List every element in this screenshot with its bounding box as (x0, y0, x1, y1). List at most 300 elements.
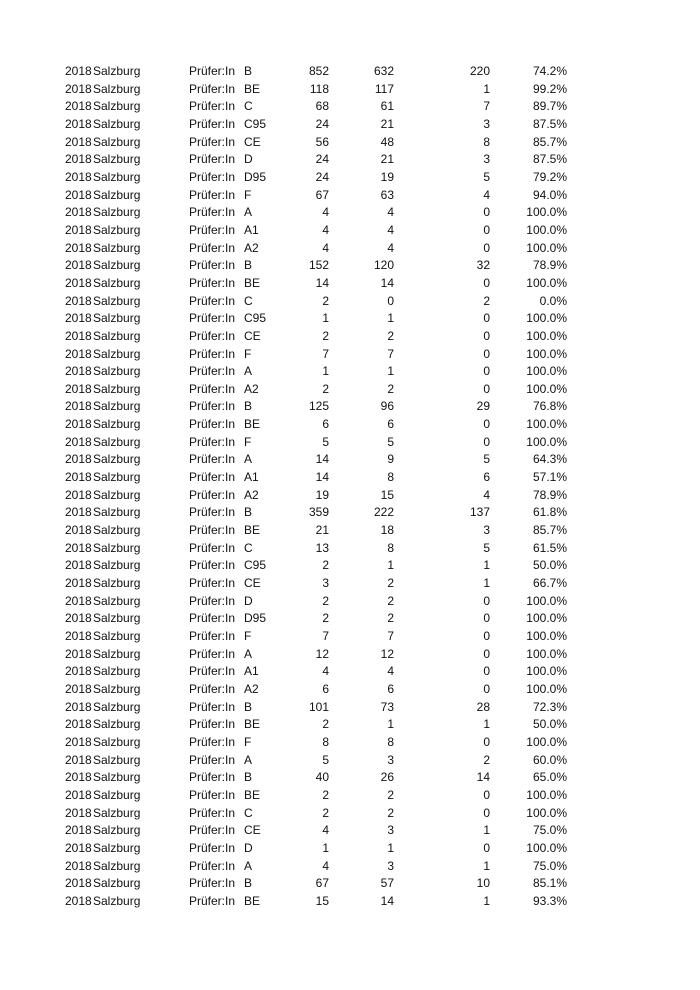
failed-count-cell: 14 (476, 770, 490, 785)
pass-rate-cell: 100.0% (526, 346, 567, 361)
failed-count-cell: 0 (483, 381, 490, 396)
failed-count-cell: 0 (483, 787, 490, 802)
license-class-cell: C (244, 293, 253, 308)
license-class-cell: A (244, 452, 253, 467)
passed-count-cell: 15 (380, 487, 394, 502)
failed-count-cell: 0 (483, 222, 490, 237)
pass-rate-cell: 75.0% (532, 858, 567, 873)
license-class-cell: D95 (244, 611, 267, 626)
table-row (0, 593, 700, 611)
pass-rate-cell: 100.0% (526, 205, 567, 220)
table-row (0, 398, 700, 416)
table-row (0, 204, 700, 222)
failed-count-cell: 32 (476, 258, 490, 273)
total-count-cell: 1 (322, 311, 329, 326)
role-cell: Prüfer:In (189, 293, 236, 308)
city-cell: Salzburg (93, 293, 141, 308)
role-cell: Prüfer:In (189, 893, 236, 908)
year-cell: 2018 (65, 734, 92, 749)
license-class-cell: C95 (244, 116, 267, 131)
total-count-cell: 2 (322, 611, 329, 626)
role-cell: Prüfer:In (189, 152, 236, 167)
year-cell: 2018 (65, 646, 92, 661)
role-cell: Prüfer:In (189, 381, 236, 396)
pass-rate-cell: 85.7% (532, 134, 567, 149)
city-cell: Salzburg (93, 434, 141, 449)
failed-count-cell: 0 (483, 275, 490, 290)
license-class-cell: A (244, 646, 253, 661)
table-row (0, 451, 700, 469)
table-row (0, 805, 700, 823)
failed-count-cell: 0 (483, 205, 490, 220)
city-cell: Salzburg (93, 187, 141, 202)
license-class-cell: F (244, 346, 252, 361)
role-cell: Prüfer:In (189, 187, 236, 202)
total-count-cell: 5 (322, 434, 329, 449)
table-row (0, 734, 700, 752)
total-count-cell: 67 (315, 876, 329, 891)
year-cell: 2018 (65, 470, 92, 485)
license-class-cell: CE (244, 823, 261, 838)
year-cell: 2018 (65, 240, 92, 255)
year-cell: 2018 (65, 152, 92, 167)
pass-rate-cell: 87.5% (532, 152, 567, 167)
passed-count-cell: 1 (387, 840, 394, 855)
passed-count-cell: 117 (374, 81, 394, 96)
license-class-cell: A (244, 364, 253, 379)
license-class-cell: A1 (244, 664, 259, 679)
total-count-cell: 118 (309, 81, 329, 96)
pass-rate-cell: 100.0% (526, 275, 567, 290)
table-row (0, 222, 700, 240)
license-class-cell: A2 (244, 240, 259, 255)
total-count-cell: 40 (315, 770, 329, 785)
city-cell: Salzburg (93, 311, 141, 326)
pass-rate-cell: 100.0% (526, 646, 567, 661)
failed-count-cell: 5 (483, 452, 490, 467)
license-class-cell: A (244, 752, 253, 767)
year-cell: 2018 (65, 893, 92, 908)
failed-count-cell: 28 (476, 699, 490, 714)
license-class-cell: BE (244, 275, 261, 290)
pass-rate-cell: 100.0% (526, 787, 567, 802)
table-row (0, 257, 700, 275)
passed-count-cell: 6 (387, 417, 394, 432)
year-cell: 2018 (65, 222, 92, 237)
pass-rate-cell: 100.0% (526, 417, 567, 432)
license-class-cell: B (244, 64, 253, 78)
failed-count-cell: 0 (483, 611, 490, 626)
role-cell: Prüfer:In (189, 81, 236, 96)
pass-rate-cell: 100.0% (526, 664, 567, 679)
passed-count-cell: 7 (387, 346, 394, 361)
city-cell: Salzburg (93, 840, 141, 855)
passed-count-cell: 4 (387, 205, 394, 220)
total-count-cell: 125 (308, 399, 329, 414)
city-cell: Salzburg (93, 576, 141, 591)
year-cell: 2018 (65, 434, 92, 449)
passed-count-cell: 61 (380, 99, 394, 114)
failed-count-cell: 3 (483, 523, 490, 538)
total-count-cell: 2 (322, 805, 329, 820)
role-cell: Prüfer:In (189, 540, 236, 555)
license-class-cell: C95 (244, 311, 267, 326)
city-cell: Salzburg (93, 646, 141, 661)
failed-count-cell: 2 (483, 752, 490, 767)
year-cell: 2018 (65, 487, 92, 502)
license-class-cell: B (244, 770, 253, 785)
table-row (0, 875, 700, 893)
passed-count-cell: 4 (387, 240, 394, 255)
pass-rate-cell: 100.0% (526, 222, 567, 237)
city-cell: Salzburg (93, 523, 141, 538)
passed-count-cell: 21 (380, 116, 394, 131)
role-cell: Prüfer:In (189, 699, 236, 714)
passed-count-cell: 26 (380, 770, 394, 785)
failed-count-cell: 1 (483, 81, 490, 96)
passed-count-cell: 2 (387, 787, 394, 802)
license-class-cell: CE (244, 328, 261, 343)
table-row (0, 646, 700, 664)
failed-count-cell: 1 (483, 717, 490, 732)
year-cell: 2018 (65, 169, 92, 184)
city-cell: Salzburg (93, 169, 141, 184)
role-cell: Prüfer:In (189, 523, 236, 538)
year-cell: 2018 (65, 417, 92, 432)
table-row (0, 98, 700, 116)
role-cell: Prüfer:In (189, 752, 236, 767)
failed-count-cell: 0 (483, 805, 490, 820)
role-cell: Prüfer:In (189, 558, 236, 573)
passed-count-cell: 5 (387, 434, 394, 449)
city-cell: Salzburg (93, 470, 141, 485)
table-row (0, 293, 700, 311)
passed-count-cell: 18 (380, 523, 394, 538)
total-count-cell: 2 (322, 381, 329, 396)
total-count-cell: 14 (315, 275, 329, 290)
role-cell: Prüfer:In (189, 770, 236, 785)
city-cell: Salzburg (93, 328, 141, 343)
year-cell: 2018 (65, 328, 92, 343)
role-cell: Prüfer:In (189, 646, 236, 661)
city-cell: Salzburg (93, 417, 141, 432)
pass-rate-cell: 89.7% (532, 99, 567, 114)
failed-count-cell: 7 (483, 99, 490, 114)
passed-count-cell: 3 (387, 752, 394, 767)
failed-count-cell: 3 (483, 152, 490, 167)
city-cell: Salzburg (93, 399, 141, 414)
pass-rate-cell: 100.0% (526, 840, 567, 855)
city-cell: Salzburg (93, 364, 141, 379)
table-row (0, 787, 700, 805)
city-cell: Salzburg (93, 752, 141, 767)
failed-count-cell: 6 (483, 470, 490, 485)
table-row (0, 610, 700, 628)
license-class-cell: D (244, 840, 253, 855)
table-row (0, 346, 700, 364)
city-cell: Salzburg (93, 64, 141, 78)
table-row (0, 469, 700, 487)
passed-count-cell: 1 (387, 311, 394, 326)
table-row (0, 310, 700, 328)
table-row (0, 575, 700, 593)
passed-count-cell: 1 (387, 364, 394, 379)
license-class-cell: C (244, 540, 253, 555)
table-row (0, 699, 700, 717)
year-cell: 2018 (65, 540, 92, 555)
pass-rate-cell: 100.0% (526, 434, 567, 449)
license-class-cell: B (244, 876, 253, 891)
total-count-cell: 14 (315, 452, 329, 467)
city-cell: Salzburg (93, 717, 141, 732)
passed-count-cell: 12 (380, 646, 394, 661)
total-count-cell: 2 (322, 293, 329, 308)
passed-count-cell: 1 (387, 717, 394, 732)
role-cell: Prüfer:In (189, 681, 236, 696)
passed-count-cell: 8 (387, 470, 394, 485)
passed-count-cell: 63 (380, 187, 394, 202)
total-count-cell: 15 (315, 893, 329, 908)
passed-count-cell: 9 (387, 452, 394, 467)
city-cell: Salzburg (93, 452, 141, 467)
pass-rate-cell: 100.0% (526, 611, 567, 626)
failed-count-cell: 4 (483, 487, 490, 502)
table-row (0, 416, 700, 434)
license-class-cell: CE (244, 576, 261, 591)
passed-count-cell: 48 (380, 134, 394, 149)
failed-count-cell: 5 (483, 169, 490, 184)
role-cell: Prüfer:In (189, 876, 236, 891)
city-cell: Salzburg (93, 593, 141, 608)
failed-count-cell: 0 (483, 240, 490, 255)
role-cell: Prüfer:In (189, 258, 236, 273)
passed-count-cell: 21 (380, 152, 394, 167)
passed-count-cell: 57 (380, 876, 394, 891)
year-cell: 2018 (65, 629, 92, 643)
license-class-cell: B (244, 699, 253, 714)
year-cell: 2018 (65, 770, 92, 785)
failed-count-cell: 0 (483, 664, 490, 679)
role-cell: Prüfer:In (189, 611, 236, 626)
failed-count-cell: 0 (483, 681, 490, 696)
pass-rate-cell: 85.7% (532, 523, 567, 538)
role-cell: Prüfer:In (189, 664, 236, 679)
city-cell: Salzburg (93, 664, 141, 679)
city-cell: Salzburg (93, 116, 141, 131)
role-cell: Prüfer:In (189, 734, 236, 749)
license-class-cell: F (244, 734, 252, 749)
role-cell: Prüfer:In (189, 99, 236, 114)
role-cell: Prüfer:In (189, 505, 236, 520)
city-cell: Salzburg (93, 858, 141, 873)
passed-count-cell: 4 (387, 664, 394, 679)
pass-rate-cell: 0.0% (539, 293, 567, 308)
license-class-cell: D95 (244, 169, 267, 184)
total-count-cell: 24 (315, 152, 329, 167)
city-cell: Salzburg (93, 240, 141, 255)
passed-count-cell: 6 (387, 681, 394, 696)
total-count-cell: 7 (322, 346, 329, 361)
year-cell: 2018 (65, 664, 92, 679)
pass-rate-cell: 60.0% (532, 752, 567, 767)
total-count-cell: 6 (322, 417, 329, 432)
role-cell: Prüfer:In (189, 205, 236, 220)
failed-count-cell: 0 (483, 311, 490, 326)
passed-count-cell: 3 (387, 858, 394, 873)
year-cell: 2018 (65, 81, 92, 96)
pass-rate-cell: 74.2% (532, 64, 567, 78)
city-cell: Salzburg (93, 611, 141, 626)
total-count-cell: 2 (322, 593, 329, 608)
failed-count-cell: 8 (483, 134, 490, 149)
license-class-cell: BE (244, 417, 261, 432)
license-class-cell: F (244, 434, 252, 449)
year-cell: 2018 (65, 752, 92, 767)
year-cell: 2018 (65, 823, 92, 838)
pass-rate-cell: 61.8% (532, 505, 567, 520)
total-count-cell: 152 (308, 258, 329, 273)
total-count-cell: 4 (322, 222, 329, 237)
table-row (0, 381, 700, 399)
pass-rate-cell: 100.0% (526, 381, 567, 396)
total-count-cell: 4 (322, 240, 329, 255)
table-row (0, 151, 700, 169)
role-cell: Prüfer:In (189, 417, 236, 432)
license-class-cell: B (244, 258, 253, 273)
role-cell: Prüfer:In (189, 717, 236, 732)
license-class-cell: C (244, 99, 253, 114)
pass-rate-cell: 100.0% (526, 681, 567, 696)
role-cell: Prüfer:In (189, 222, 236, 237)
license-class-cell: CE (244, 134, 261, 149)
total-count-cell: 4 (322, 823, 329, 838)
passed-count-cell: 8 (387, 734, 394, 749)
role-cell: Prüfer:In (189, 805, 236, 820)
role-cell: Prüfer:In (189, 311, 236, 326)
table-row (0, 858, 700, 876)
city-cell: Salzburg (93, 152, 141, 167)
year-cell: 2018 (65, 346, 92, 361)
data-table (0, 63, 700, 911)
table-row (0, 540, 700, 558)
city-cell: Salzburg (93, 275, 141, 290)
city-cell: Salzburg (93, 699, 141, 714)
table-row (0, 663, 700, 681)
table-row (0, 116, 700, 134)
failed-count-cell: 4 (483, 187, 490, 202)
table-row (0, 628, 700, 646)
role-cell: Prüfer:In (189, 134, 236, 149)
total-count-cell: 68 (315, 99, 329, 114)
total-count-cell: 19 (315, 487, 329, 502)
passed-count-cell: 2 (387, 576, 394, 591)
pass-rate-cell: 100.0% (526, 593, 567, 608)
license-class-cell: A (244, 205, 253, 220)
table-row (0, 81, 700, 99)
pass-rate-cell: 93.3% (532, 893, 567, 908)
pass-rate-cell: 100.0% (526, 734, 567, 749)
role-cell: Prüfer:In (189, 169, 236, 184)
role-cell: Prüfer:In (189, 629, 236, 643)
total-count-cell: 7 (322, 629, 329, 643)
city-cell: Salzburg (93, 787, 141, 802)
year-cell: 2018 (65, 805, 92, 820)
table-row (0, 169, 700, 187)
failed-count-cell: 2 (483, 293, 490, 308)
license-class-cell: A (244, 858, 253, 873)
total-count-cell: 4 (322, 664, 329, 679)
failed-count-cell: 1 (483, 858, 490, 873)
failed-count-cell: 0 (483, 364, 490, 379)
pass-rate-cell: 87.5% (532, 116, 567, 131)
license-class-cell: F (244, 187, 252, 202)
passed-count-cell: 2 (387, 381, 394, 396)
role-cell: Prüfer:In (189, 452, 236, 467)
total-count-cell: 24 (315, 169, 329, 184)
city-cell: Salzburg (93, 734, 141, 749)
passed-count-cell: 222 (373, 505, 394, 520)
city-cell: Salzburg (93, 770, 141, 785)
total-count-cell: 4 (322, 205, 329, 220)
total-count-cell: 67 (315, 187, 329, 202)
passed-count-cell: 632 (373, 64, 394, 78)
table-row (0, 363, 700, 381)
total-count-cell: 3 (322, 576, 329, 591)
year-cell: 2018 (65, 681, 92, 696)
city-cell: Salzburg (93, 823, 141, 838)
year-cell: 2018 (65, 311, 92, 326)
pass-rate-cell: 100.0% (526, 240, 567, 255)
year-cell: 2018 (65, 717, 92, 732)
role-cell: Prüfer:In (189, 328, 236, 343)
table-row (0, 434, 700, 452)
year-cell: 2018 (65, 205, 92, 220)
role-cell: Prüfer:In (189, 240, 236, 255)
pass-rate-cell: 76.8% (532, 399, 567, 414)
pass-rate-cell: 66.7% (532, 576, 567, 591)
table-row (0, 187, 700, 205)
passed-count-cell: 3 (387, 823, 394, 838)
year-cell: 2018 (65, 505, 92, 520)
license-class-cell: BE (244, 893, 261, 908)
failed-count-cell: 0 (483, 629, 490, 643)
role-cell: Prüfer:In (189, 487, 236, 502)
pass-rate-cell: 94.0% (532, 187, 567, 202)
pass-rate-cell: 100.0% (526, 805, 567, 820)
year-cell: 2018 (65, 64, 92, 78)
license-class-cell: F (244, 629, 252, 643)
year-cell: 2018 (65, 293, 92, 308)
failed-count-cell: 0 (483, 328, 490, 343)
failed-count-cell: 220 (469, 64, 490, 78)
failed-count-cell: 0 (483, 840, 490, 855)
table-row (0, 893, 700, 911)
table-row (0, 328, 700, 346)
table-row (0, 134, 700, 152)
pass-rate-cell: 57.1% (532, 470, 567, 485)
pass-rate-cell: 100.0% (526, 364, 567, 379)
table-row (0, 822, 700, 840)
table-row (0, 752, 700, 770)
role-cell: Prüfer:In (189, 576, 236, 591)
table-row (0, 681, 700, 699)
pass-rate-cell: 50.0% (532, 558, 567, 573)
table-row (0, 487, 700, 505)
table-row (0, 522, 700, 540)
pass-rate-cell: 50.0% (532, 717, 567, 732)
city-cell: Salzburg (93, 99, 141, 114)
passed-count-cell: 1 (387, 558, 394, 573)
